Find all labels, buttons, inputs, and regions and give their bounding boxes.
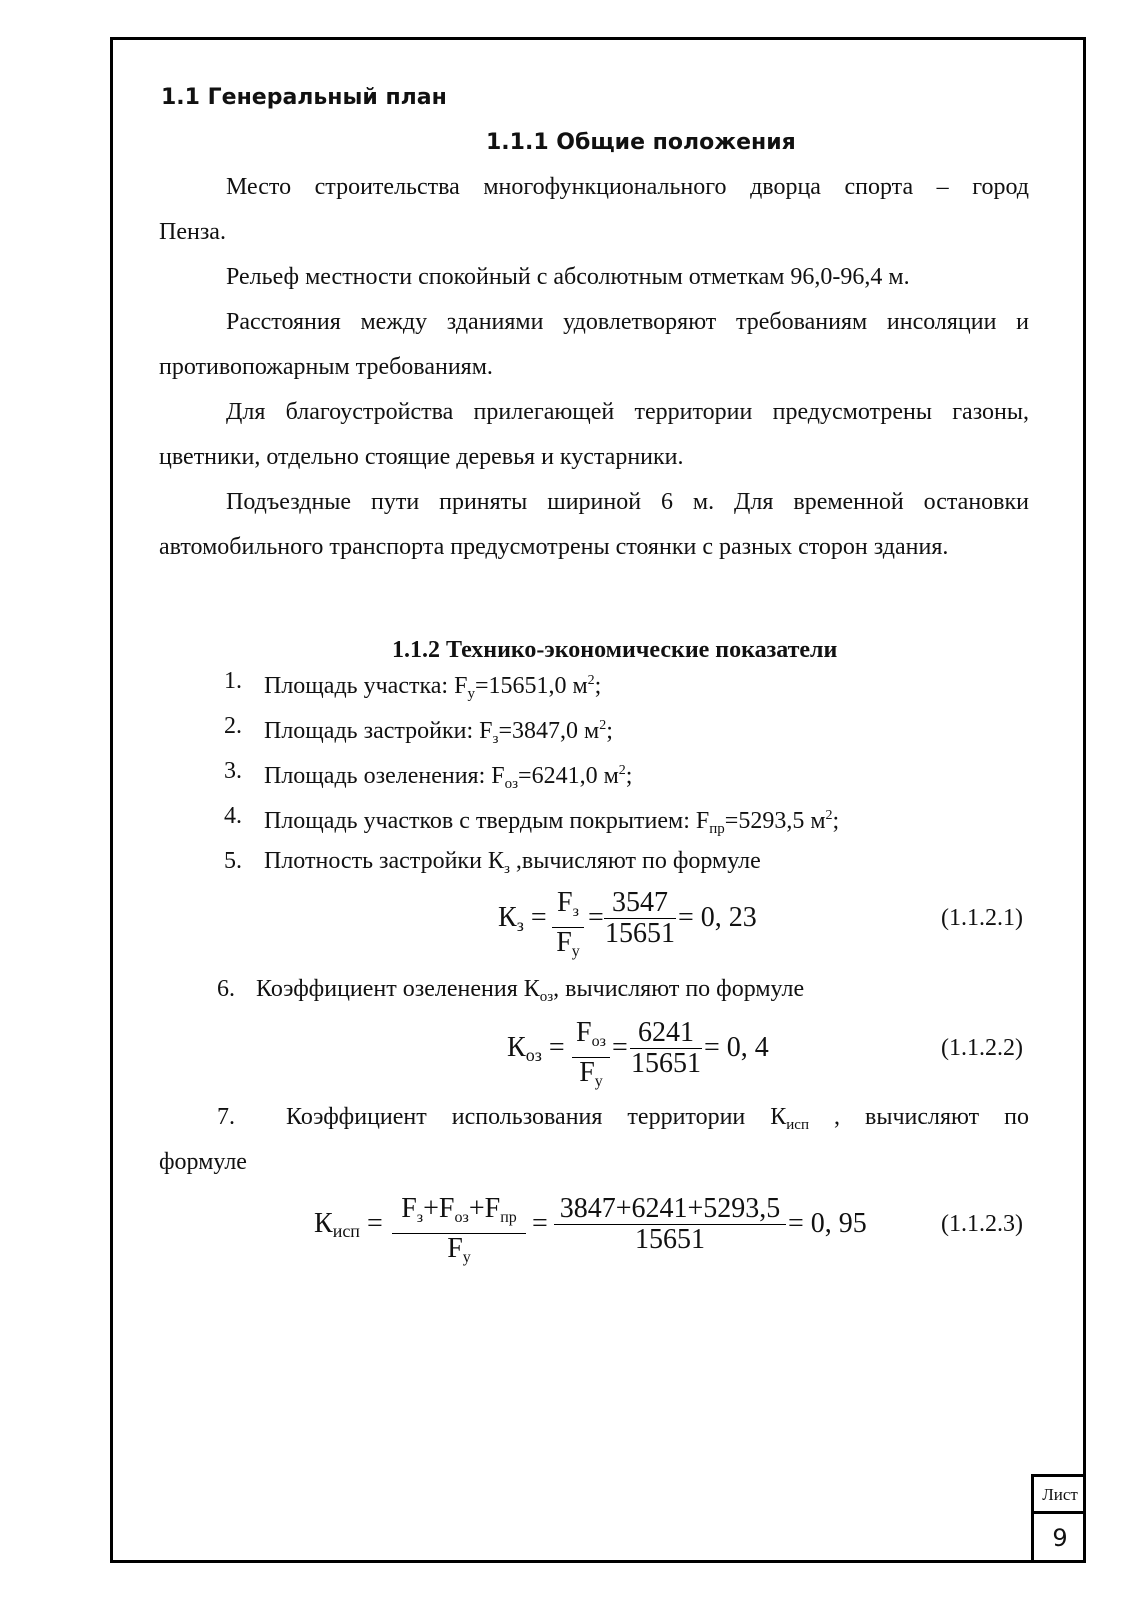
formula-2-result: = 0, 4 <box>704 1032 769 1063</box>
paragraph-5-line-1: Подъездные пути приняты шириной 6 м. Для временной остановки <box>226 489 1029 515</box>
formula-2-number: (1.1.2.2) <box>941 1035 1023 1061</box>
formula-3-number: (1.1.2.3) <box>941 1211 1023 1237</box>
formula-3-fraction-numeric: $\frac{3847+6241+5293,5}{15651}$ <box>554 1194 786 1255</box>
paragraph-1-line-2: Пенза. <box>159 219 226 245</box>
list-item-number: 5. <box>224 848 242 874</box>
formula-1-equals: = <box>588 902 604 933</box>
list-item-site-area: Площадь участка: $F_у=15651,0$ $м^2$; <box>264 673 602 702</box>
formula-2-fraction-numeric: $\frac{6241}{15651}$ <box>631 1017 701 1079</box>
list-item-landscaping-area: Площадь озеленения: $F_{оз}=6241,0$ $м^2$; <box>264 763 633 792</box>
list-item-number: 1. <box>224 668 242 694</box>
list-item-number: 6. <box>217 976 235 1002</box>
list-item-7-line-2: формуле <box>159 1149 247 1175</box>
formula-2-lhs: $К_{оз}$ = <box>507 1032 565 1065</box>
formula-2-fraction-symbolic: $F_{оз}$ $F_у$ <box>572 1018 610 1097</box>
list-item-number: 3. <box>224 758 242 784</box>
formula-1-fraction-numeric: $\frac{3547}{15651}$ <box>605 887 675 949</box>
formula-3-lhs: $К_{исп}$ = <box>314 1208 383 1241</box>
list-item-number: 4. <box>224 803 242 829</box>
sheet-label: Лист <box>1034 1477 1086 1514</box>
list-item-landscaping-coefficient: Коэффициент озеленения $К_{оз}$, вычисляют по формуле <box>256 976 805 1005</box>
heading-technical-indicators: 1.1.2 Технико-экономические показатели <box>392 637 838 663</box>
list-item-number: 7. <box>217 1104 235 1130</box>
paragraph-1-line-1: Место строительства многофункционального дворца спорта – город <box>226 174 1029 200</box>
list-item-building-area: Площадь застройки: $F_з=3847,0$ $м^2$; <box>264 718 613 747</box>
formula-1-result: = 0, 23 <box>678 902 757 933</box>
list-item-paved-area: Площадь участков с твердым покрытием: $F_{пр}=5293,5$ $м^2$; <box>264 808 840 837</box>
formula-1-fraction-symbolic: $F_з$ $F_у$ <box>552 888 584 967</box>
list-item-building-density: Плотность застройки $К_з$ ,вычисляют по формуле <box>264 848 761 877</box>
heading-general-provisions: 1.1.1 Общие положения <box>486 130 796 155</box>
sheet-number: 9 <box>1052 1524 1068 1552</box>
paragraph-3-line-1: Расстояния между зданиями удовлетворяют требованиям инсоляции и <box>226 309 1029 335</box>
formula-1-lhs: $К_з$ = <box>498 902 547 935</box>
formula-1-number: (1.1.2.1) <box>941 905 1023 931</box>
list-item-number: 2. <box>224 713 242 739</box>
paragraph-4-line-2: цветники, отдельно стоящие деревья и кустарники. <box>159 444 684 470</box>
heading-general-plan: 1.1 Генеральный план <box>161 85 447 110</box>
paragraph-3-line-2: противопожарным требованиям. <box>159 354 493 380</box>
formula-2-equals: = <box>612 1032 628 1063</box>
sheet-stamp <box>1031 1474 1086 1563</box>
list-item-territory-use-coefficient: Коэффициент использования территории $К_{исп}$ , вычисляют по <box>286 1104 1029 1133</box>
paragraph-2: Рельеф местности спокойный с абсолютным отметкам 96,0-96,4 м. <box>226 264 910 290</box>
formula-3-equals: = <box>532 1208 548 1239</box>
paragraph-4-line-1: Для благоустройства прилегающей территории предусмотрены газоны, <box>226 399 1029 425</box>
paragraph-5-line-2: автомобильного транспорта предусмотрены стоянки с разных сторон здания. <box>159 534 949 560</box>
formula-3-fraction-symbolic: $F_з+F_{оз}+F_{пр}$ $F_у$ <box>392 1194 526 1273</box>
formula-3-result: = 0, 95 <box>788 1208 867 1239</box>
